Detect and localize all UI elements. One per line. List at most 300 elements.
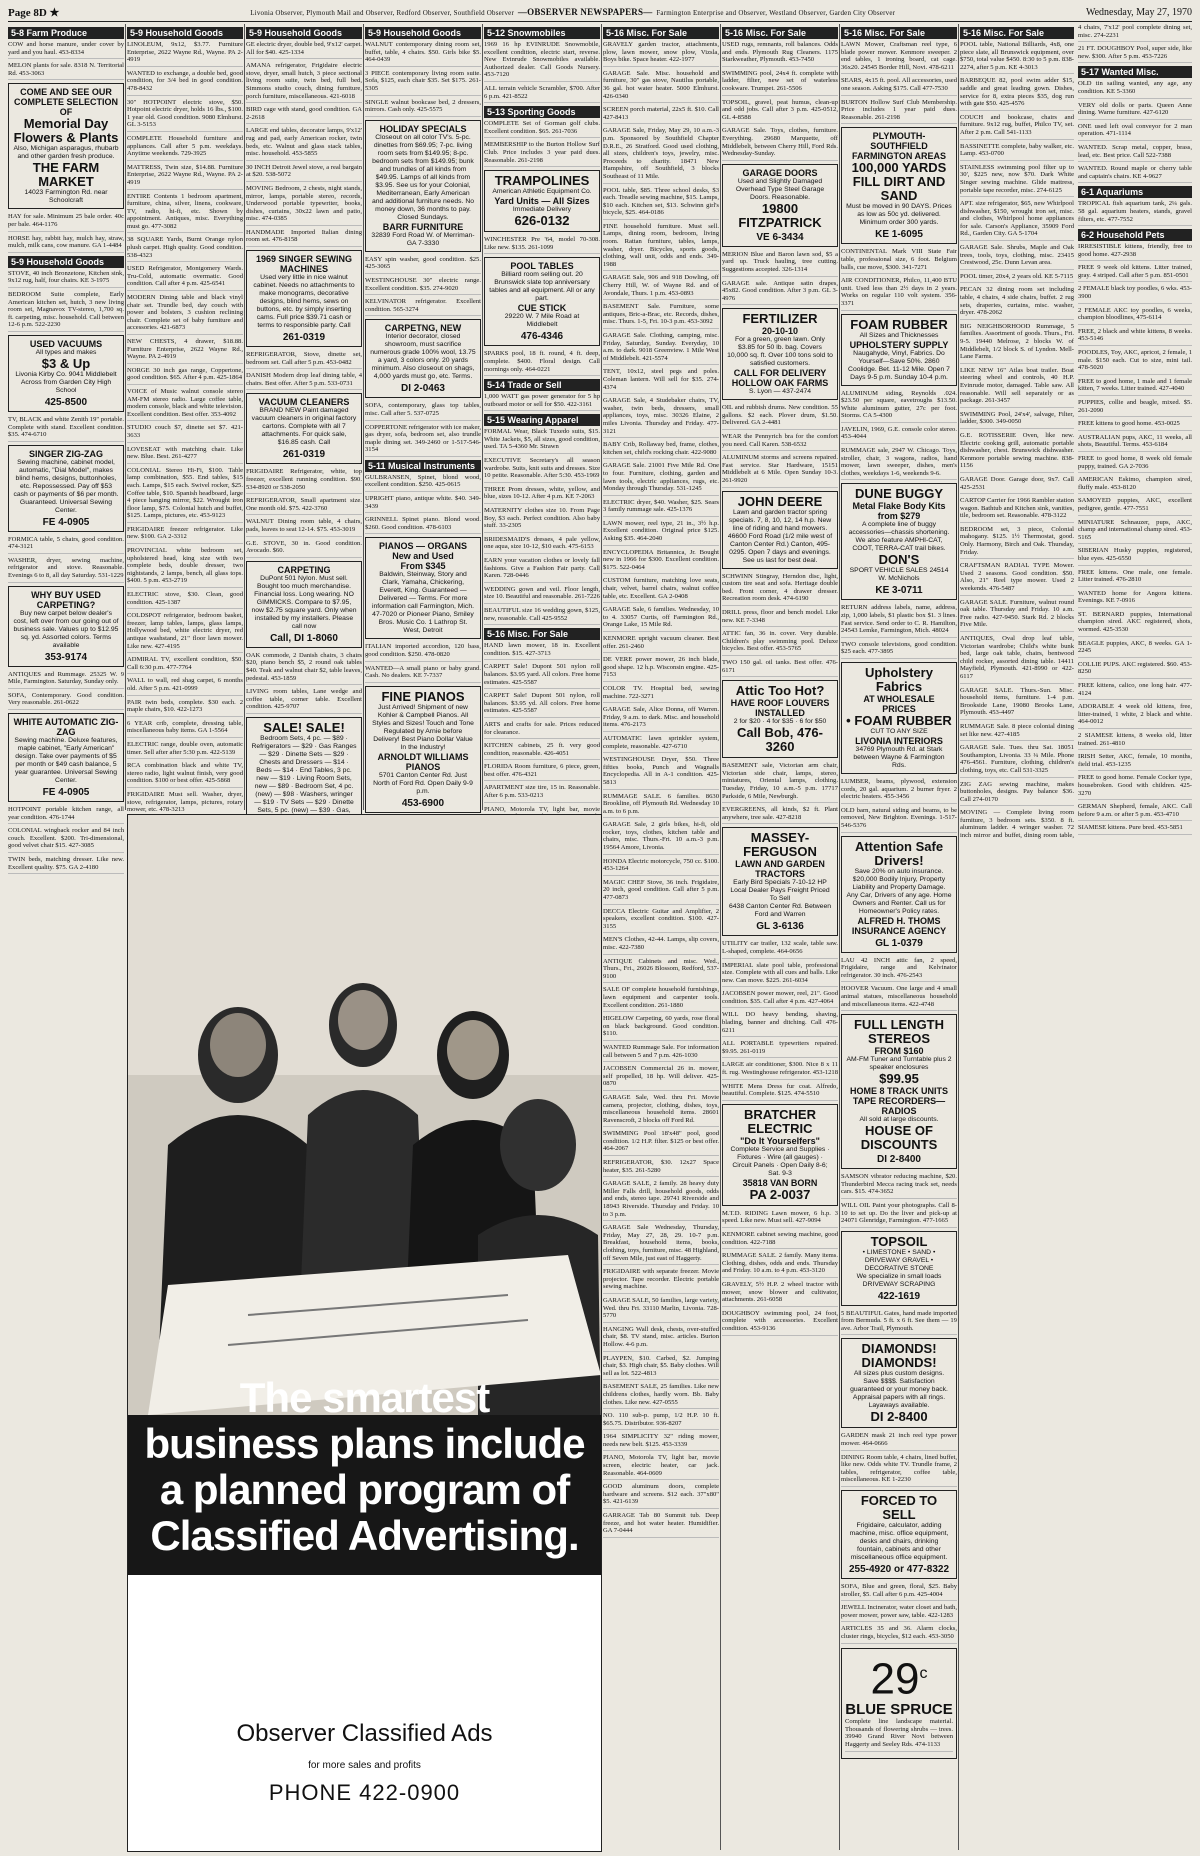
display-ad-line: FORCED TO SELL [860, 1493, 938, 1523]
classified-ad: GARAGE Sale, 906 and 918 Dowling, off Cherry Hill, W. of Wayne Rd. and of Avondale, Thurs. 1 p.m. 453-0893 [603, 274, 719, 300]
classified-ad: BASEMENT Sale. Furniture, some antiques, Bric-a-Brac, etc. Records, dishes, misc. Thurs. 1-5, Fri. 10-3 p.m. 453-3092 [603, 303, 719, 329]
classified-ad: GARAGE Sale, 4 Studebaker chairs, TV, washer, twin beds, dressers, small appliances, toys, misc. 30326 Elaine, 2 miles Livonia. Thursday and Friday. 477-3121 [603, 397, 719, 438]
classified-ad: OAK commode, 2 Danish chairs, 3 chairs $20, piano bench $5, 2 round oak tables $40. Teak and walnut chair $2, table leaves, pedestal. 453-1859 [246, 652, 362, 685]
display-ad-line: FULL LENGTH STEREOS [853, 1017, 945, 1047]
classified-ad: GRINNELL Spinet piano. Blond wood. $260. Good condition. 478-6103 [365, 516, 481, 534]
classified-ad: ARTS and crafts for sale. Prices reduced for clearance. [484, 721, 600, 739]
display-ad-line: AT WHOLESALE PRICES [863, 694, 935, 714]
classified-ad: SOFA, contemporary, glass top tables, misc. Call after 5. 537-0725 [365, 402, 481, 420]
display-ad-line: HAVE ROOF LOUVERS INSTALLED [730, 698, 830, 719]
classified-ad: KENMORE upright vacuum cleaner. Best offer. 261-2460 [603, 635, 719, 653]
price [845, 1652, 953, 1702]
display-ad-line: SINGER ZIG-ZAG [29, 448, 103, 459]
classified-ad: POOL timer, 20x4, 2 years old. KE 5-7115 [960, 273, 1074, 284]
price-amount: 29 [870, 1654, 920, 1704]
classified-ad: ANTIQUES and Rummage. 25325 W. 9 Mile, Farmington. Saturday, Sunday only. [8, 671, 124, 689]
classified-ad: LINOLEUM, 9x12, $3.77. Furniture Enterprise, 2622 Wayne Rd., Wayne. PA 2-4919 [127, 41, 243, 67]
display-ad-line: ALFRED H. THOMS INSURANCE AGENCY [851, 915, 947, 936]
classified-ad: TWO 150 gal. oil tanks. Best offer. 476-6171 [722, 659, 838, 677]
classified-ad: WALNUT Dining room table, 4 chairs, pads, leaves to seat 12-14. $75. 453-3019 [246, 518, 362, 536]
classified-ad: CARTOP Carrier for 1966 Rambler station wagon. Bathtub and Kitchen sink, vanities, tile, bedroom set. Reasonable. 478-3122 [960, 497, 1074, 523]
display-ad-line: JOHN DEERE [737, 493, 823, 509]
display-ad-line: GL 1-0379 [875, 937, 923, 949]
display-ad-line: Early Bird Specials 7-10-12 HP Local Dealer Pays Freight Priced To Sell [730, 879, 830, 903]
display-ad-line: HOME 8 TRACK UNITS TAPE RECORDERS—RADIOS [849, 1086, 948, 1117]
column-6 [603, 24, 719, 1850]
display-ad-line: PIANOS — ORGANS New and Used [378, 541, 467, 562]
classified-ad: JAVELIN, 1969, G.E. console color stereo. 453-4044 [841, 426, 957, 444]
classified-ad: G.E. ROTISSERIE Oven, like new. Electric cooking grill, automatic portable dishwasher, chest. Brunswick dishwasher. Kenmore portable sewing machine. 838-1156 [960, 432, 1074, 473]
classified-ad: GARAGE Sale, Alice Donna, off Warren. Friday, 9 a.m. to dark. Misc. and household items. 476-2173 [603, 706, 719, 732]
classified-ad: 1969 16 hp EVINRUDE Snowmobile, excellent condition, electric start, reverse. New Evinrude Snowmobiles available. Authorized dealer. Call Goods Nursery. 453-7120 [484, 41, 600, 82]
classified-ad: DECCA Electric Guitar and Amplifier, 2 speakers, excellent condition. $100. 427-3155 [603, 908, 719, 934]
classified-ad: EASY spin washer, good condition. $25. 425-3065 [365, 256, 481, 274]
classified-ad: COLONIAL Stereo Hi-Fi, $100. Table lamp combination, $55. End tables, $15 each. Lamps, $15 each. Swivel rocker, $25. Coffee table, $10. Spanish headboard, large 4 piece hanging mirror, $22. Wrought iron floor lamp, $75. Colonial hutch and buffet, $125. Lamps, pictures, etc. 453-9123 [127, 467, 243, 523]
ad-headline-line-2: business plans include [144, 1420, 585, 1467]
classified-ad: AMERICAN Eskimo, champion sired, fluffy male. 453-8120 [1078, 476, 1192, 494]
display-ad-line: Just Arrived! Shipment of new Kohler & Campbell Pianos. All Styles and Sizes! Touch and Tone Regulated by Arnie before Delivery! Best Piano Dollar Value In the Industry! [372, 703, 474, 751]
classified-ad: 30" HOTPOINT electric stove, $50. Hotpoint electric dryer, holds 16 lbs., $100. 1 year old. Good condition. 9080 Elmhurst. GL 3-5153 [127, 99, 243, 132]
classified-ad: ALL PORTABLE typewriters repaired. $9.95. 261-0119 [722, 1040, 838, 1058]
boxed-display-ad [246, 561, 362, 648]
classified-ad: REFRIGERATOR, Stove, dinette set, bedroom set. Call after 5 p.m. 453-0482 [246, 351, 362, 369]
classified-ad: MOVING — Complete living room furniture, 3 bedroom sets. $350. 8 ft. aluminum ladder. 4 wringer washer. 72 inch mirror and buffet, dining room table, 4 chairs, 7'x12' pool complete dining set, misc. 274-2231 [960, 24, 1192, 840]
classified-ad: GARAGE sale. Antique satin drapes, 45x82. Good condition. After 3 p.m. GL 3-4976 [722, 280, 838, 306]
display-ad-line: GARAGE DOORS [742, 167, 818, 178]
display-ad-line: PLYMOUTH-SOUTHFIELD FARMINGTON AREAS [851, 131, 946, 162]
boxed-display-ad [8, 586, 124, 667]
classified-ad: JACOBSEN Commercial 26 in. mower, self propelled, 18 hp. Will deliver. 425-0870 [603, 1065, 719, 1091]
classified-ad: OIL and rubbish drums. New condition. 55 gallons. $2 each. Plover drum, $1.50. Delivered. GA 2-4481 [722, 404, 838, 430]
display-ad-line: DI 2-8400 [870, 1409, 928, 1425]
display-ad-line: Sewing machine, cabinet model, automatic, "Dial Model", makes blind hems, designs, buttonholes, etc. Repossessed. Pay off $53 cash or payments of $6 per month. Guaranteed. Universal Sewing Center. [13, 458, 119, 514]
display-ad-line: 100,000 YARDS FILL DIRT AND SAND [851, 160, 947, 204]
display-ad-line: 353-9174 [44, 651, 88, 663]
classified-ad: GARAGE SALE. Furniture, walnut round oak table. Thursday and Friday. 10 a.m. Free radio. 427-9450. Stark Rd. 2 blocks Five Mile. [960, 599, 1074, 632]
classified-ad: FREE, 2 black and white kittens, 8 weeks. 453-5146 [1078, 328, 1192, 346]
classified-ad: ONE used left oval conveyor for 2 man operation. 471-1114 [1078, 123, 1192, 141]
classified-ad: AMANA refrigerator, Frigidaire electric stove, dryer, small hutch, 3 piece sectional living room suite, twin bed, full bed, Simmons studio couch, dining furniture, porch furniture, miscellaneous. 421-6018 [246, 62, 362, 103]
display-ad-line: TOPSOIL [870, 1233, 928, 1249]
column-divider [839, 24, 840, 1850]
classified-ad: CONTINENTAL Mark VIII State Fair table, professional size, 6 foot. Belgium balls, cue move, $300. 341-7271 [841, 248, 957, 274]
classified-ad: MERION Blue and Baron lawn sod, $5 a yard up. Truck hauling, tree cutting. Suggestions accepted. 326-1314 [722, 251, 838, 277]
display-ad-line: COME AND SEE OUR COMPLETE SELECTION OF [13, 87, 118, 118]
classified-ad: GULBRANSEN, Spinet, blond wood, excellent condition. $250. 425-0615 [365, 474, 481, 492]
column-4 [365, 24, 481, 810]
display-ad-line: Closeout on all color TV's. 5-pc. dinettes from $69.95; 7-pc. living room sets from $149.95; 8-pc. bedroom sets from $149.95; bunk and trundles of all kinds from $49.95. Lamps of all kinds from $3.95. See us for your Colonial, Mediterranean, Early American and additional furniture needs. No money down, 36 months to pay. Closed Sundays. [371, 133, 475, 221]
display-ad-line: 32839 Ford Road W. of Merriman-GA 7-3330 [371, 231, 475, 247]
classified-ad: USED rugs, remnants, roll balances. Odds and ends. Plymouth Rug Cleaners. 1175 Starkweather, Plymouth. 453-7450 [722, 41, 838, 67]
display-ad-line: UPHOLSTERY SUPPLY [849, 339, 949, 350]
publication-line [250, 7, 895, 17]
classified-ad: ANTIQUE Cabinets and misc. Wed., Thurs., Fri., 26026 Blossom, Redford, 537-9100 [603, 958, 719, 984]
classified-ad: ADORABLE 4 week old kittens, free, litter-trained, 1 white, 2 black and white. 464-0012 [1078, 703, 1192, 729]
display-ad-line: BRATCHER ELECTRIC [744, 1106, 816, 1136]
classified-ad: UTILITY car trailer, 132 scale, table saw. L-shaped, complete. 464-0656 [722, 940, 838, 958]
classified-ad: HAND lawn mower, 18 in. Excellent condition. $15. 427-3713 [484, 642, 600, 660]
classified-ad: JACOBSEN power mower, reel, 21". Good condition. $35. Call after 4 p.m. 427-4064 [722, 990, 838, 1008]
boxed-display-ad [484, 170, 600, 232]
classified-ad: DE VERE power mower, 26 inch blade, good shape. 12 h.p. Wisconsin engine. 425-7153 [603, 656, 719, 682]
classified-ad: FREE 9 week old kittens. Litter trained, gray. 4 striped. Call after 5 p.m. 851-0501 [1078, 264, 1192, 282]
classified-ad: FORMAL Wear, Black Tuxedo suits, $15. White Jackets, $5, all sizes, good condition, used. TA 5-4360 Mr. Strawn [484, 428, 600, 454]
display-ad-line: $99.95 [879, 1071, 919, 1087]
display-ad-line: Save 20% on auto insurance. $20,000 Bodily Injury, Property Liability and Property Damage. Any Car, Drivers of any age. Home Owners and Renter. Call us for Homeowner's Policy rates. [846, 867, 952, 915]
display-ad-line: Interior decorator, closed showroom, must sacrifice numerous grade 100% wool, 13.75 a yard, 3 colors only. 20 yards minimum. Also closeout on shags, 4,000 yards must go, etc. Terms. [370, 333, 476, 381]
classified-ad: ENTIRE Contents 1 bedroom apartment, furniture, china, silver, linens, cookware, TV, radio, hi-fi, etc. Shown by appointment. Antiques, misc. Everything must go. 477-3082 [127, 193, 243, 234]
display-ad-line: Buy new carpet below dealer's cost, left over from our going out of business sale. Values up to $12.95 sq. yd. Assorted colors. Terms available [13, 609, 119, 649]
column-divider [125, 24, 126, 810]
classified-ad: ELECTRIC stove, $30. Clean, good condition. 425-1387 [127, 591, 243, 609]
display-ad-line: HOLLOW OAK FARMS [731, 378, 829, 389]
classified-ad: WALL to wall, red shag carpet, 6 months old. After 5 p.m. 421-0999 [127, 677, 243, 695]
classified-ad: APT. size refrigerator, $65, new Whirlpool dishwasher, $150, wrought iron set, misc. and clothes, Whirlpool home appliances for sale. Carson's Appliance, 35909 Ford Rd., Garden City. GA 5-1704 [960, 200, 1074, 241]
section-header: 5-16 Misc. For Sale [603, 27, 719, 39]
classified-ad: LARGE end tables, decorator lamps, 9'x12' rug and pad, early American rocker, twin beds, etc. Walnut and glass stack tables, misc. household. 453-5855 [246, 127, 362, 160]
boxed-display-ad [484, 257, 600, 346]
classified-ad: OLD tin sailing wanted, any age, any condition. KE 5-3360 [1078, 80, 1192, 98]
column-divider [482, 24, 483, 810]
display-ad-line: KE 3-0711 [875, 585, 923, 597]
section-header: 5-16 Misc. For Sale [484, 628, 600, 640]
display-ad-line: 2 for $20 · 4 for $35 · 6 for $50 [733, 718, 827, 726]
classified-ad: BABY Crib, Rollaway bed, frame, clothes, kitchen set, child's rocking chair. 422-9080 [603, 441, 719, 459]
classified-ad: WANTED to exchange, a double bed, good condition, for 3/4 bed in good condition. 478-8432 [127, 70, 243, 96]
boxed-display-ad [722, 827, 838, 936]
classified-ad: JEWELL Incinerator, water closet and bath, power mower, power saw, table. 422-1283 [841, 1604, 957, 1622]
classified-ad: G.E. STOVE, 30 in. Good condition. Avocado. $60. [246, 540, 362, 558]
display-ad-line: VE 6-3434 [756, 231, 804, 243]
classified-ad: BURTON Hollow Surf Club Membership. Price includes 1 year paid dues. Reasonable. 261-2198 [841, 99, 957, 125]
ad-headline-line-1: The smartest [239, 1374, 490, 1421]
column-8 [841, 24, 957, 1850]
page-number: Page 8D ★ [8, 6, 60, 19]
display-ad-line: Billiard room selling out. 20 Brunswick slate top anniversary tables and all equipment. All or any part. [489, 271, 595, 303]
classified-ad: DRILL press, floor and bench model. Like new. KE 7-3348 [722, 609, 838, 627]
boxed-display-ad [841, 483, 957, 600]
display-ad-line: VACUUM CLEANERS [258, 397, 350, 408]
display-ad-line: All Sizes and Thicknesses [859, 331, 939, 339]
classified-ad: LOVESEAT with matching chair. Like new. Blue. Best. 261-4277 [127, 446, 243, 464]
display-ad-line: FINE PIANOS [381, 688, 465, 704]
display-ad-line: Also, Michigan asparagus, rhubarb and other garden fresh produce. [13, 145, 119, 161]
display-ad-line: 626-0132 [514, 213, 570, 229]
boxed-display-ad [841, 836, 957, 953]
ad-headline-line-3: a planned program of [159, 1466, 570, 1513]
display-ad-line: CALL FOR DELIVERY [733, 368, 827, 379]
classified-ad: WANTED. Scrap metal, copper, brass, lead, etc. Best price. Call 522-7388 [1078, 144, 1192, 162]
classified-ad: KELVINATOR refrigerator. Excellent condition. 565-3274 [365, 298, 481, 316]
classified-ad: TWIN beds, matching dresser. Like new. Excellent quality. $75. GA 2-4180 [8, 856, 124, 874]
boxed-display-ad [8, 335, 124, 412]
classified-ad: CARPET Sale! Dupont 501 nylon, roll balances. $3.95 yd. All colors. Free home estimates. 425-5587 [484, 692, 600, 718]
boxed-display-ad [841, 127, 957, 244]
classified-ad: KENMORE cabinet sewing machine, good condition. 422-7188 [722, 1231, 838, 1249]
section-header: 5-17 Wanted Misc. [1078, 66, 1192, 78]
display-ad-line: DIAMONDS! DIAMONDS! [861, 1341, 937, 1371]
classified-ad: BEDROOM set, 3 piece, Colonial mahogany. $125. 1½ Thermostat, good. Only. Harmony, Birch and Oak. Thursday, Friday. [960, 526, 1074, 559]
display-ad-line: 255-4920 or 477-8322 [848, 1564, 950, 1576]
classified-ad: SWIMMING pool, 24x4 ft. complete with ladder, filter, new set of waterless cookware. Trumpet. 261-5506 [722, 70, 838, 96]
classified-ad: IRRESISTIBLE kittens, friendly, free to good home. 427-2938 [1078, 243, 1192, 261]
display-ad-line: Must be moved in 90 DAYS. Prices as low as 50c yd. delivered. Minimum order 300 yards. [846, 203, 952, 227]
boxed-display-ad [365, 537, 481, 639]
display-ad-line: Attic Too Hot? [735, 683, 825, 699]
display-ad-line: All types and makes [35, 348, 97, 356]
boxed-display-ad [841, 1338, 957, 1428]
display-ad-line: FOAM RUBBER [850, 316, 948, 332]
classified-ad: BIRD cage with stand, good condition. GA 2-2618 [246, 106, 362, 124]
classified-ad: BIG NEIGHBORHOOD Rummage, 5 families. Assortment of goods. Thurs., Fri. 9-5. 19440 Melrose, 2 blocks W. of Middlebelt, 1/2 block S. of Lyndon. Mell-Lane Farms. [960, 323, 1074, 364]
publications-left: Livonia Observer, Plymouth Mail and Observer, Redford Observer, Southfield Observer [250, 9, 515, 17]
classified-ad: VERY old dolls or parts. Queen Anne dining. Warne furniture. 427-6120 [1078, 102, 1192, 120]
classified-ad: COMPLETE Household furniture and appliances. Call after 5 p.m. weekdays. Anytime weekends. 729-3925 [127, 135, 243, 161]
display-ad-line: Memorial Day Flowers & Plants [13, 116, 119, 146]
display-ad-line: 422-1619 [877, 1290, 921, 1302]
display-ad-line: FE 4-0905 [42, 516, 90, 528]
section-header: 5-16 Misc. For Sale [722, 27, 838, 39]
classified-ad: COLONIAL wingback rocker and 84 inch couch. Excellent. $200. Tri-dimensional, good velvet chair $15. 427-3085 [8, 827, 124, 853]
classified-ad: RUMMAGE sale, 2947 W. Chicago. Toys, stroller, chair, 3 wagons, radios, hand mower, lawn sweeper, dishes, men's clothes, weekdays 1-6, weekends 9-6. [841, 447, 957, 480]
classified-ad: PROVINCIAL white bedroom set, upholstered head, king size with two complete beds, double dresser, two nightstands, 2 lamps, bench, all glass tops. $400. 5 p.m. 453-2719 [127, 547, 243, 588]
display-ad-line: TRAMPOLINES [494, 173, 590, 189]
classified-ad: COLOR TV. Hospital bed, sewing machine. 722-3271 [603, 685, 719, 703]
display-ad-line: 425-8500 [44, 396, 88, 408]
classified-ad: SIAMESE kittens. Pure bred. 453-5851 [1078, 824, 1192, 835]
classified-ad: SINGLE walnut bookcase bed, 2 dressers, mirrors. Cash only. 425-5575 [365, 99, 481, 117]
display-ad-line: Used and Slightly Damaged Overhead Type Steel Garage Doors. Reasonable. [735, 177, 825, 201]
price-unit: c [919, 1664, 928, 1682]
classified-ad: MINIATURE Schnauzer, pups, AKC, champ and international champ sired. 453-5165 [1078, 519, 1192, 545]
classified-ad: FREE kittens. One male, one female. Litter trained. 476-2810 [1078, 569, 1192, 587]
classified-ad: WESTINGHOUSE Dryer, $50. Three fifties books, Punch and Wagnalls Encyclopedia. All in A-1 condition. 425-5813 [603, 756, 719, 789]
classified-ad: 3 PIECE contemporary living room suite. Sofa, $125, each chair $35. Set $175. 261-5305 [365, 70, 481, 96]
classified-ad: BASEMENT SALE, 25 families. Like new childrens clothes, hardly worn. Bb. Baby clothes. Like new. 427-0555 [603, 1383, 719, 1409]
column-divider [720, 24, 721, 1850]
classified-ad: FRIGIDAIRE Must sell. Washer, dryer, stove, refrigerator, lamps, pictures, rotary mower, etc. 478-3213 [127, 791, 243, 817]
classified-ad: WASHER, dryer, sewing machine, refrigerator and stove. Reasonable. Evenings 6 to 8, all day Saturday. 531-1229 [8, 557, 124, 583]
classified-ad: HOOVER Vacuum. One large and 4 small animal statues, miscellaneous household and miscellaneous items. 422-4748 [841, 985, 957, 1011]
display-ad-line: BRAND NEW Paint damaged vacuum cleaners in original factory cartons. Complete with all 7 attachments. For quick sale, $16.85 cash. Call [251, 407, 357, 447]
classified-ad: DANISH Modern drop leaf dining table, 4 chairs. Best offer. After 5 p.m. 533-0731 [246, 372, 362, 390]
display-ad-line: Attention Safe Drivers! [854, 838, 944, 868]
display-ad-line: 19800 FITZPATRICK [738, 200, 822, 230]
classified-ad: GERMAN Shepherd, female, AKC. Call before 9 a.m. or after 5 p.m. 453-4710 [1078, 803, 1192, 821]
classified-ad: 5 BEAUTIFUL Gates, hand made imported from Bermuda. 5 ft. x 6 ft. See them — 19 ave. Arbor Trail, Plymouth. [841, 1310, 957, 1336]
display-ad-line: 14023 Farmington Rd. near Schoolcraft [24, 189, 108, 205]
classified-ad: PIANO, Motorola TV, light bar, movie [484, 806, 600, 832]
display-ad-line: LAWN AND GARDEN TRACTORS [735, 859, 825, 880]
display-ad-line: DI 2-0463 [401, 383, 445, 395]
display-ad-line: SPORT VEHICLE SALES 24514 W. McNichols [849, 567, 949, 583]
classified-ad: GRAVELY, 5½ H.P. 2 wheel tractor with mower, snow blower and cultivator, attachments. 261-6058 [722, 1281, 838, 1307]
classified-ad: 21 FT. DOUGHBOY Pool, super side, like new. $300. After 5 p.m. 453-7226 [1078, 45, 1192, 63]
display-ad-line: FERTILIZER [742, 311, 818, 327]
boxed-display-ad [722, 680, 838, 758]
classified-ad: AIR CONDITIONER, Philco, 11,400 BTU unit. Used less than 2½ days in 2 years. Works on regular 110 volt system. 356-3371 [841, 277, 957, 310]
classified-ad: NEW CHESTS, 4 drawer, $18.88. Furniture Enterprise, 2622 Wayne Rd., Wayne. PA 2-4919 [127, 338, 243, 364]
classified-ad: WANTED Rummage Sale. For information call between 5 and 7 p.m. 426-1030 [603, 1044, 719, 1062]
display-ad-line: Sewing machine. Deluxe features, maple cabinet, "Early American" design. Take over payments of $5 per month or $49 cash balance, 5 year guarantee. Universal Sewing Center. [14, 737, 118, 785]
boxed-display-ad [841, 1490, 957, 1579]
classified-ad: FORMICA table, 5 chairs, good condition. 474-3121 [8, 536, 124, 554]
classified-ad: FREE kittens, calico, one long hair. 477-4124 [1078, 682, 1192, 700]
classified-ad: HIGELOW Carpeting, 60 yards, rose floral on black background. Good condition. $110. [603, 1015, 719, 1041]
classified-ad: MOVING Bedroom, 2 chests, night stands, mirror, lamps, portable stereo, records, Underwood portable typewriter, books, dishes, curtains, 30x22 lawn and patio, misc. 474-0385 [246, 185, 362, 226]
display-ad-line: FE 4-0905 [42, 787, 90, 799]
boxed-display-ad [841, 1014, 957, 1169]
classified-ad: WILL OIL Paint your photographs. Call 8-10 to set up. Do the liver and pick-up at 24071 Glenridge, Farmington. 477-1665 [841, 1202, 957, 1228]
classified-ad: LAWN Mower, Craftsman reel type, 6 blade power mower. Kenmore sweeper. 2 end tables, 1 ironing board, cat cage. 36x20. 24545 Border Hill, Novi. 478-6211 [841, 41, 957, 74]
display-ad-line: From $345 [400, 561, 446, 572]
classified-ad: RUMMAGE Sale. 8 piece colonial dining set like new. 427-4185 [960, 723, 1074, 741]
display-ad-line: CUE STICK [517, 303, 567, 314]
display-ad-line: WHY BUY USED CARPETING? [31, 589, 101, 610]
classified-ad: IRISH Setter, AKC, female, 10 months, field trial. 453-1235 [1078, 753, 1192, 771]
classified-ad: FRIGIDAIRE freezer refrigerator. Like new. $100. GA 2-3312 [127, 526, 243, 544]
section-header: 5-8 Farm Produce [8, 27, 124, 39]
classified-ad: FINE household furniture. Must sell. Lamps, dining room, bedroom, living room. Rattan furniture, tables, lamps, washer, dryer. Bicycles, sports goods, clothing, wall unit, odds and ends. 349-1988 [603, 223, 719, 272]
classified-ad: GARAGE SALE, 2 family. 28 heavy duty Miller Falls drill, household goods, odds and ends, stereo tape. 29741 Riverside and 18943 Riverside. Thursday and Friday. 10 to 3 p.m. [603, 1180, 719, 1221]
classified-ad: WALNUT contemporary dining room set, buffet, table, 4 chairs. $50. Girls bike $5. 464-0439 [365, 41, 481, 67]
classified-ad: FREE to good home, 8 week old female puppy, trained. GA 2-7036 [1078, 455, 1192, 473]
display-ad-line: FROM $160 [874, 1046, 924, 1057]
display-ad-line: 1969 SINGER SEWING MACHINES [255, 254, 353, 275]
column-1 [8, 24, 124, 1850]
classified-ad: SCHWINN Stingray, Herndon disc, light, custom tire seat and sofa. Heritage double bed. Front corner, 4 drawer dresser. Recreation room desk. 474-6190 [722, 573, 838, 606]
classified-ad: ALUMINUM storms and screens repaired. Fast service. Star Hardware, 15151 Middlebelt at 6 Mile. Open Sunday 10-3. 261-9920 [722, 454, 838, 487]
masthead-rule [8, 21, 1192, 22]
classified-ad: TROPICAL fish aquarium tank, 2¼ gals. 58 gal. aquarium heaters, stands, gravel filters, etc. 477-7552 [1078, 200, 1192, 226]
section-header: 5-12 Snowmobiles [484, 27, 600, 39]
display-ad-line: HOLIDAY SPECIALS [379, 123, 467, 134]
classified-ad: MELON plants for sale. 8318 N. Territorial Rd. 453-3063 [8, 62, 124, 80]
display-ad-line: 6438 Canton Center Rd. Between Ford and Warren [728, 903, 832, 919]
classified-ad: LAU 42 INCH attic fan, 2 speed, Frigidaire, range and Kelvinator refrigerator. 30 inch. 476-2543 [841, 957, 957, 983]
classified-ad: WHITE Mens Dress fur coat. Alfredo, beautiful. Complete. $125. 474-5510 [722, 1083, 838, 1101]
classified-ad: EVERGREENS, all kinds, $2 ft. Plant anywhere, tree sale. 427-8218 [722, 806, 838, 824]
section-header: 5-16 Misc. For Sale [841, 27, 957, 39]
classified-ad: HONDA Electric motorcycle, 750 cc. $100. 453-1264 [603, 858, 719, 876]
classified-ad: HOTPOINT portable kitchen range, all year condition. 476-1744 [8, 806, 124, 824]
display-ad-line: Immediate Delivery [512, 206, 572, 214]
display-ad-line: Upholstery Fabrics [865, 665, 933, 694]
classified-ad: 2 FEMALE AKC toy poodles, 6 weeks, champion bloodlines, 475-6114 [1078, 307, 1192, 325]
section-header: 5-14 Trade or Sell [484, 379, 600, 391]
classified-ad: GARAGE Sale, 6 families. Wednesday, 10 to 4. 33057 Curtis, off Farmington Rd., Orange Lake, 15 Mile Rd. [603, 606, 719, 632]
boxed-display-ad [8, 713, 124, 802]
classified-ad: LUMBER, beams, plywood, extension cords, 20 gal. aquarium. 2 burner fryer. 2 electric heaters. 455-3456 [841, 778, 957, 804]
classified-ad: ATTIC fan, 36 in. cover. Very durable. Children's play swimming pool. Deluxe bicycles. Best offer. 453-5765 [722, 630, 838, 656]
classified-ad: LARGE air conditioner, $300. Nice 8 x 11 ft. rug. Westinghouse refrigerator. 453-1218 [722, 1061, 838, 1079]
classified-ad: HORSE hay, rabbit hay, mulch hay, straw, mulch, milk cans, cow manure. GA 1-4484 [8, 235, 124, 253]
column-9 [960, 24, 1192, 1850]
classified-ad: 38 SQUARE Yards, Burnt Orange nylon plush carpet. High quality. Good condition. 538-4323 [127, 236, 243, 262]
classified-ad: RUMMAGE SALE. 2 family. Many items. Clothing, dishes, odds and ends. Thursday and Friday. 10 a.m. to 4 p.m. 453-3120 [722, 1252, 838, 1278]
classified-ad: GARAGE Sale Wednesday, Thursday, Friday, May 27, 28, 29. 10-7 p.m. Breakfast, household items, books, clothing, toys, furniture, misc. 48 Highland, off Seven Mile, just east of Haggerty. [603, 1224, 719, 1265]
boxed-display-ad [365, 686, 481, 813]
display-ad-line: USED VACUUMS [29, 338, 103, 349]
classified-ad: GARDEN mask 21 inch reel type power mower. 464-0666 [841, 1432, 957, 1450]
display-ad-line: • LIMESTONE • SAND • DRIVEWAY GRAVEL • DECORATIVE STONE [862, 1248, 936, 1272]
classified-ad: DOUGHBOY swimming pool, 24 foot, complete with accessories. Excellent condition. 453-9136 [722, 1310, 838, 1336]
classified-ad: 2 FEMALE black toy poodles, 6 wks. 453-3900 [1078, 285, 1192, 303]
classified-ad: BEDROOM Suite complete, Early American kitchen set, hutch, 3 new living room set, Magnavox TV-stereo, 1,700 sq. ft. carpeting, misc. household. Call between 12-6 p.m. 522-2230 [8, 291, 124, 332]
classified-ad: WANTED home for Angora kittens. Evenings. KE 7-0916 [1078, 590, 1192, 608]
classified-ad: REFRIGERATOR, $30. 12x27 Space heater, $35. 261-5280 [603, 1159, 719, 1177]
display-ad-line: All sizes plus custom designs. Save $$$$. Satisfaction guaranteed or your money back. Appraisal papers with all rings. Layaways available. [850, 1370, 948, 1410]
display-ad-line: Lawn and garden tractor spring specials. 7, 8, 10, 12, 14 h.p. New line of riding and hand mowers. 46600 Ford Road (1/2 mile west of Canton Center Rd.) Canton, 495-0295. Open 7 days and evenings. See us last for best deal. [727, 508, 833, 564]
classified-ad: HANGING Wall desk, chests, over-stuffed chair, $8. TV stand, misc. articles. Burton Hollow. 4-6 p.m. [603, 1326, 719, 1352]
classified-ad: TOPSOIL, gravel, peat humus, clean-up and odd jobs. Call after 3 p.m. 425-0512, GL 4-8588 [722, 99, 838, 125]
classified-ad: COUCH and bookcase, chairs and furniture. 9x12 rug, buffet, Philco TV, set. After 2 p.m. Call 541-1133 [960, 114, 1074, 140]
ad-tagline: for more sales and profits [308, 1760, 421, 1771]
classified-ad: MODERN Dining table and black vinyl chair set. Trundle bed, day couch with power and bolsters, 3 cushion reclining chair. Complete set of baby furniture and accessories. 421-6873 [127, 294, 243, 335]
display-ad-line: Bedroom Sets, 4 pc. — $89 · Refrigerators — $29 · Gas Ranges — $29 · Dinette Sets — $29 · Chests and Dressers — $14 · Beds — $14 · End Tables, 3 pc. new — $19 · Living Room Sets, new — $89 · Bedroom Set, 4 pc. (new) — $98 · Washers, wringer — $19 · TV Sets — $29 · Dinette Sets, 5 pc. (new) — $39 · Gas, [251, 734, 357, 814]
classified-ad: COLLIE PUPS. AKC registered. $60. 453-8250 [1078, 661, 1192, 679]
display-ad-line: DI 2-8400 [877, 1154, 921, 1166]
classified-ad: ELECTRIC range, double oven, automatic timer. Sell after after 5:30 p.m. 422-5139 [127, 741, 243, 759]
classified-ad: OLD barn, natural siding and beams, to be removed, New Brighton. Evenings. 1-517-546-5376 [841, 807, 957, 833]
classified-ad: GARAGE Sale, Wed. thru Fri. Movie camera, projector, clothing, dishes, toys, miscellaneous household items. 28601 Ravenscroft, 2 blocks off Ford Rd. [603, 1094, 719, 1127]
display-ad-line: 5701 Canton Center Rd. Just North of Ford Rd. Open Daily 9-9 p.m. [373, 771, 473, 795]
classified-ad: KITCHEN cabinets, 25 ft. very good condition, reasonable. 426-4051 [484, 742, 600, 760]
classified-ad: BEAUTIFUL size 16 wedding gown, $125, new, reasonable. Call 425-9552 [484, 607, 600, 625]
classified-ad: NORGE 30 inch gas range, Coppertone, good condition. $65. After 4 p.m. 425-1864 [127, 367, 243, 385]
classified-ad: FREE to good home, 1 male and 1 female kitten, 7 weeks. Litter trained. 427-4040 [1078, 378, 1192, 396]
classified-ad: COW and horse manure, under cover by yard and you haul. 453-8334 [8, 41, 124, 59]
boxed-display-ad [8, 83, 124, 209]
classified-ad: ELECTRIC dryer, $40. Washer, $25. Sears 3 family rummage sale. 425-1376 [603, 499, 719, 517]
display-ad-line: DON'S [878, 552, 920, 568]
display-ad-line: CARPETNG, NEW [384, 323, 462, 334]
classified-ad: POOL table, $85. Three school desks, $3 each. Treadle sewing machine, $15. Lamps, $10 each. Kitchen set, $13. Schwinn girl's bicycle, $25. 464-0186 [603, 187, 719, 220]
section-header: 5-9 Household Goods [246, 27, 362, 39]
display-ad-line: American Athletic Equipment Co. [492, 188, 592, 196]
display-ad-line: DuPont 501 Nylon. Must sell. Bought too much merchandise. Financial loss. Long wearing. NO GIMMICKS. Compare to $7.95, now $2.75 square yard. Only when installed by my installers. Please call now [251, 574, 357, 630]
classified-ad: PUPPIES, collie and beagle, mixed. $5. 261-2090 [1078, 399, 1192, 417]
display-ad-line: 453-6900 [401, 797, 445, 809]
display-ad-line: Call, DI 1-8060 [270, 632, 338, 644]
classified-ad: ENCYCLOPEDIA Britannica, Jr. Bought new in 1966 for $300. Excellent condition. $175. 522-0464 [603, 549, 719, 575]
classified-ad: HAY for sale. Minimum 25 bale order. 40c per bale. 464-1176 [8, 213, 124, 231]
classified-ad: MATERNITY clothes size 10. From Page Boy, $3 each. Perfect condition. Also baby stuff. 33-2305 [484, 507, 600, 533]
classified-ad: IMPERIAL slate pool table, professional size. Complete with all cues and balls. Like new. Can move. $225. 261-6034 [722, 962, 838, 988]
classified-ad: SEARS, 4x15 ft. pool. All accessories, used one season. Asking $175. Call 477-7530 [841, 77, 957, 95]
classified-ad: STOVE, 40 inch Bronzetone, Kitchen sink, 9x12 rug, half, four chairs. KE 3-1975 [8, 270, 124, 288]
ad-brand: Observer Classified Ads [236, 1720, 493, 1747]
classified-ad: MAGIC CHEF Stove, 36 inch. Frigidaire, 20 inch, good condition. Call after 5 p.m. 477-0873 [603, 879, 719, 905]
section-header: 5-13 Sporting Goods [484, 106, 600, 118]
classified-ad: MATTRESS, Twin size, $14.88. Furniture Enterprise, 2622 Wayne Rd., Wayne. PA 2-4919 [127, 164, 243, 190]
boxed-display-ad [365, 120, 481, 252]
column-3 [246, 24, 362, 814]
classified-ad: BRIDESMAID'S dresses, 4 pale yellow, one aqua, size 10-12, $10 each. 475-6153 [484, 536, 600, 554]
classified-ad: FRIGIDAIRE Refrigerator, white, top freezer, excellent running condition. $90. 534-8920 or 538-2050 [246, 468, 362, 494]
product-name: BLUE SPRUCE [845, 1701, 953, 1719]
boxed-display-ad [722, 308, 838, 400]
classified-ad: WEDDING gown and veil. Floor length, size 10. Beautiful and reasonable. 261-7226 [484, 586, 600, 604]
display-ad-line: THE FARM MARKET [32, 160, 100, 190]
display-ad-line: Metal Flake Body Kits from $279 [852, 501, 946, 522]
classified-ad: THREE Prom dresses, white, yellow, and blue, sizes 10-12. After 4 p.m. KE 7-2063 [484, 486, 600, 504]
column-divider [958, 24, 959, 1850]
classified-ad: GARRAGE Tab 80 Summit tub. Deep freeze, and hot water heater. Humidifier. GA 7-0444 [603, 1512, 719, 1538]
ad-headline [128, 1375, 601, 1559]
boxed-display-ad [8, 445, 124, 532]
classified-ad: WEAR the Pennyrich bra for the comfort you need. Call Karen. 538-6532 [722, 433, 838, 451]
